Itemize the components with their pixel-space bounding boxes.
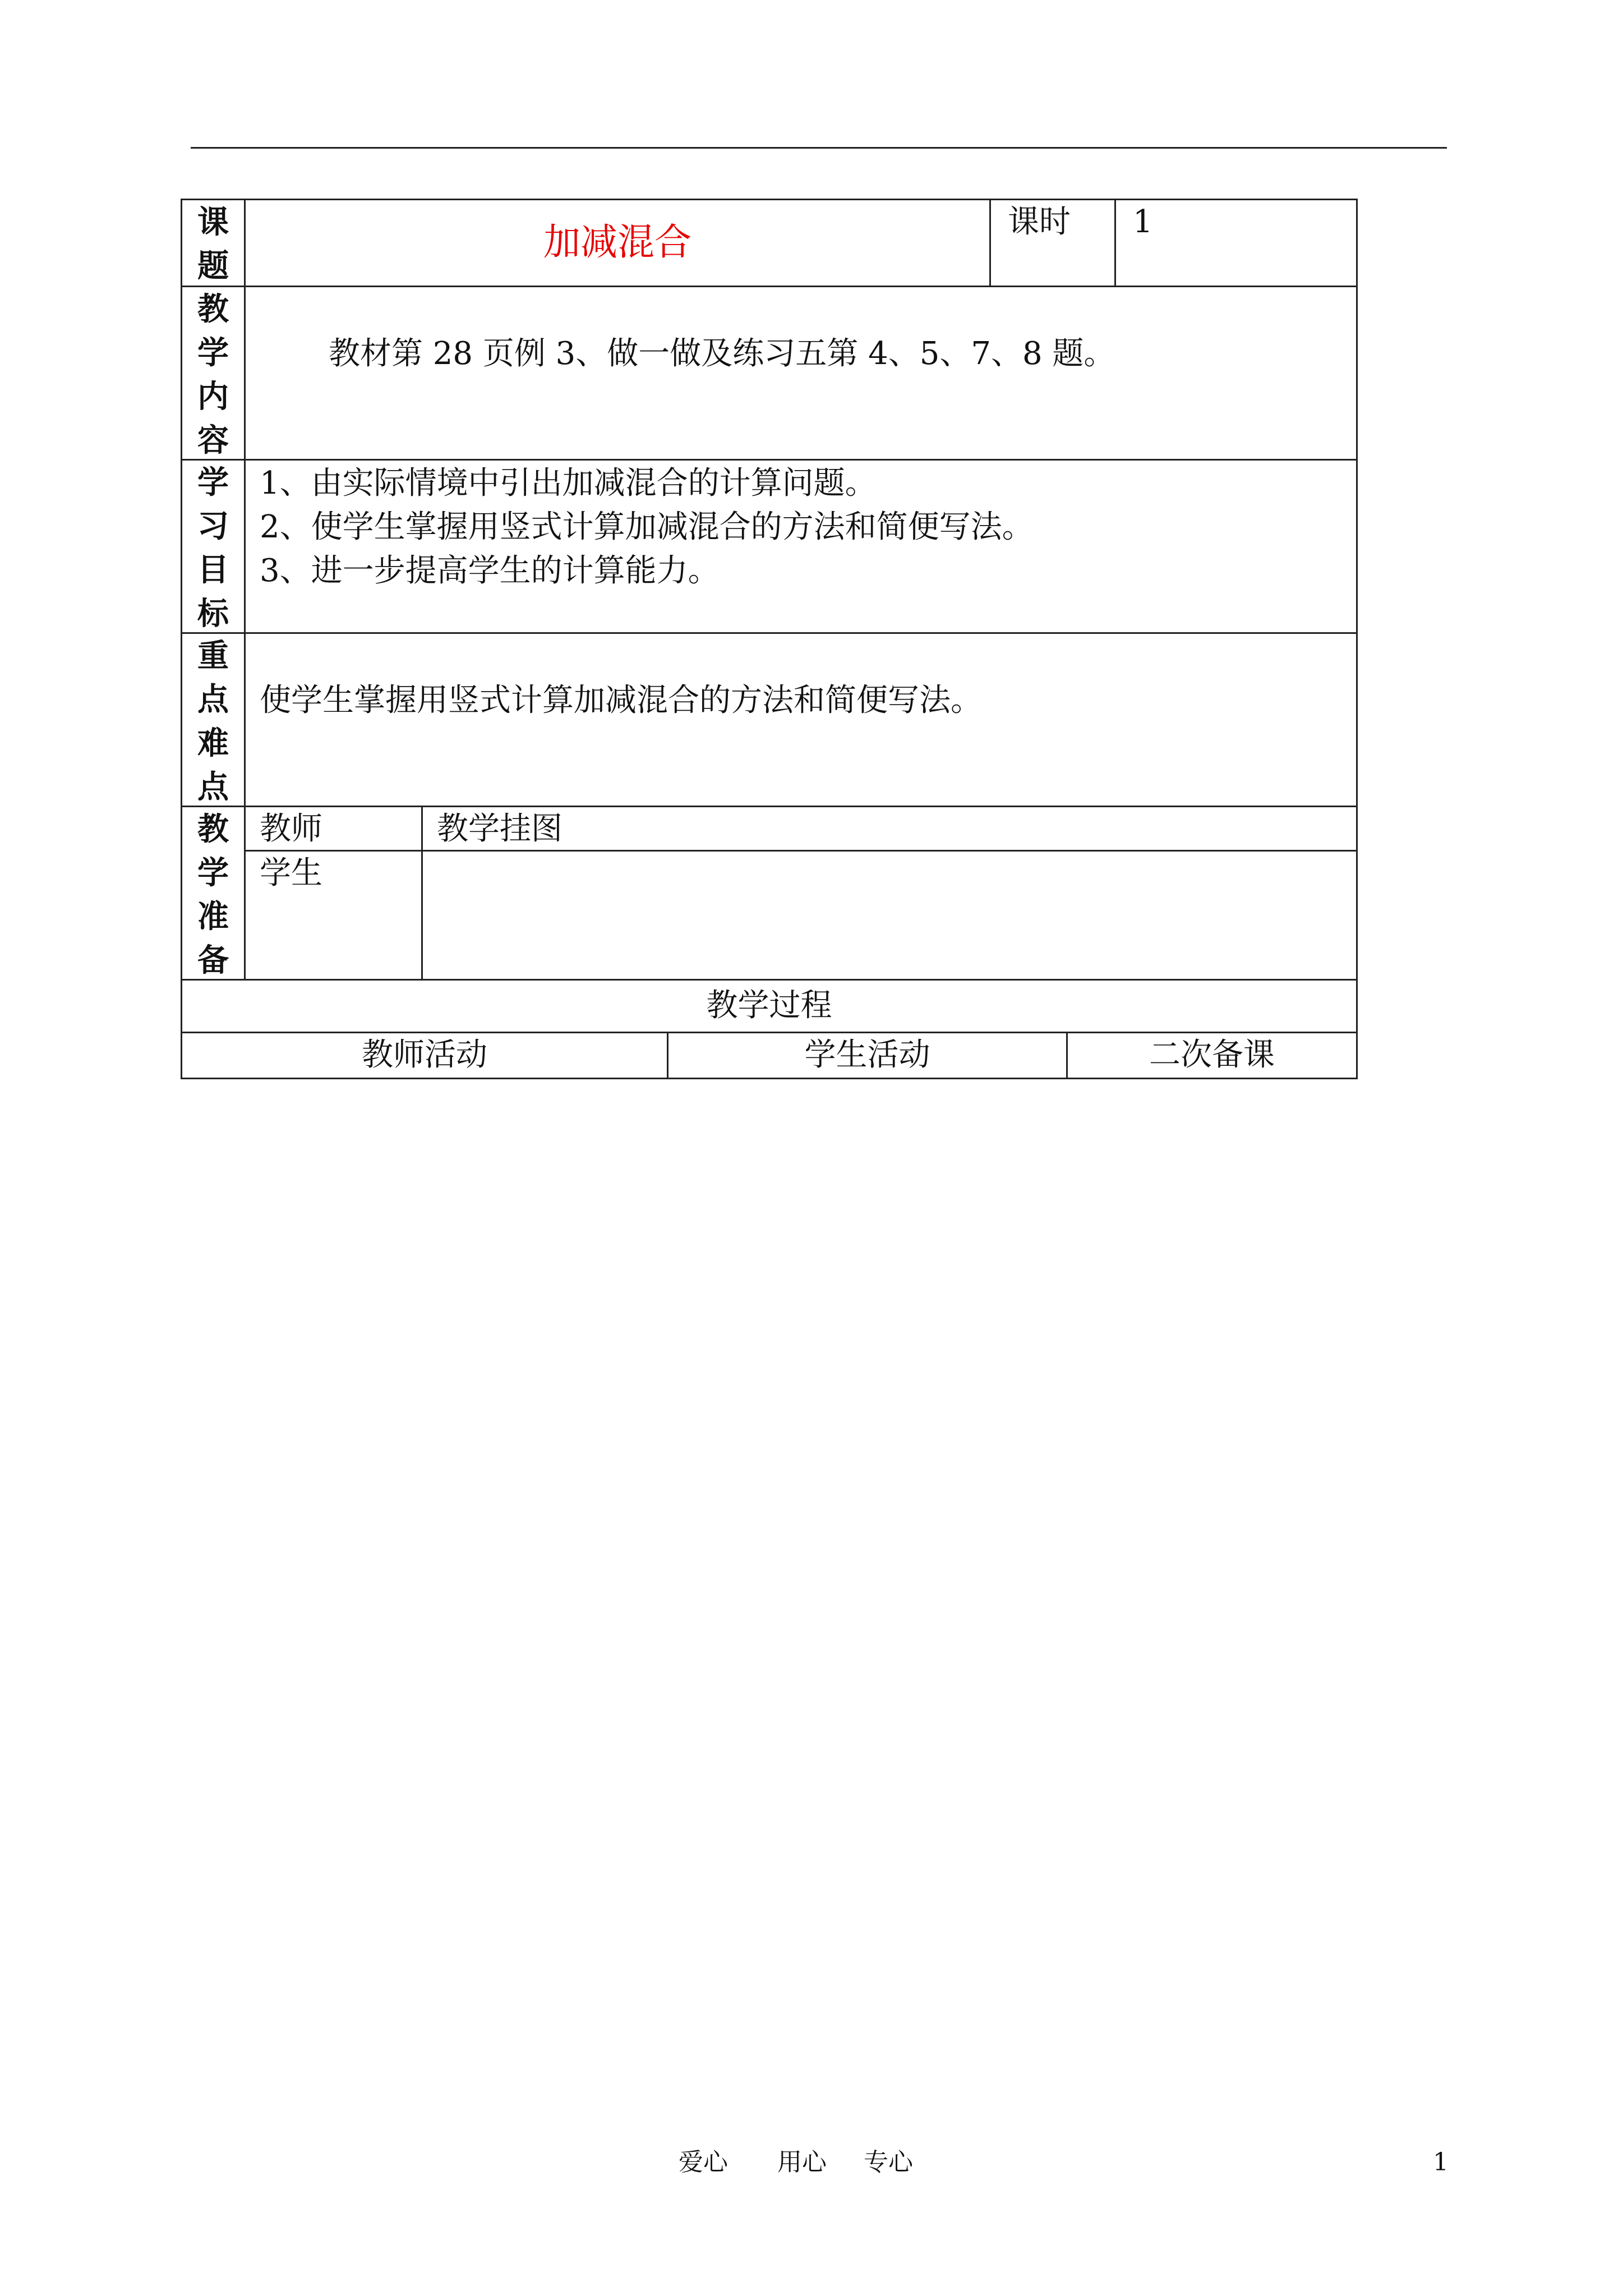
key-points-label-char: 难 bbox=[197, 725, 229, 762]
key-points-label bbox=[181, 632, 246, 807]
content-label-char: 学 bbox=[197, 334, 229, 371]
objective-item: 1、由实际情境中引出加减混合的计算问题。 bbox=[260, 465, 877, 501]
key-points-label-char: 重 bbox=[197, 637, 229, 674]
student-activity-header: 学生活动 bbox=[667, 1032, 1068, 1079]
objectives-label-char: 学 bbox=[197, 464, 229, 501]
key-points-text: 使学生掌握用竖式计算加减混合的方法和简便写法。 bbox=[244, 632, 1358, 807]
preparation-label bbox=[181, 806, 246, 981]
student-label: 学生 bbox=[244, 850, 423, 981]
secondary-prep-header: 二次备课 bbox=[1066, 1032, 1358, 1079]
header-rule bbox=[191, 147, 1447, 149]
footer-slogan-1: 爱心 bbox=[679, 2148, 728, 2177]
objectives-label-char: 目 bbox=[197, 551, 229, 588]
hours-label: 课时 bbox=[989, 199, 1116, 287]
teacher-value: 教学挂图 bbox=[421, 806, 1358, 852]
student-value bbox=[421, 850, 1358, 981]
content-label bbox=[181, 286, 246, 461]
process-heading: 教学过程 bbox=[181, 979, 1358, 1033]
objectives-list bbox=[244, 459, 1358, 634]
content-text: 教材第 28 页例 3、做一做及练习五第 4、5、7、8 题。 bbox=[244, 286, 1358, 461]
preparation-label-char: 准 bbox=[197, 898, 229, 935]
hours-value: 1 bbox=[1114, 199, 1358, 287]
objectives-label-char: 习 bbox=[197, 508, 229, 545]
objectives-label bbox=[181, 459, 246, 634]
footer-slogan-2: 用心 bbox=[777, 2148, 827, 2177]
objective-item: 3、进一步提高学生的计算能力。 bbox=[260, 553, 720, 589]
content-label-char: 容 bbox=[197, 422, 229, 459]
preparation-label-char: 学 bbox=[197, 854, 229, 891]
content-label-char: 教 bbox=[197, 291, 229, 328]
preparation-label-char: 备 bbox=[197, 942, 229, 979]
footer-slogan-3: 专心 bbox=[864, 2148, 913, 2177]
topic-label bbox=[181, 199, 246, 287]
topic-label-char: 题 bbox=[197, 247, 229, 284]
objective-item: 2、使学生掌握用竖式计算加减混合的方法和简便写法。 bbox=[260, 509, 1034, 545]
teacher-label: 教师 bbox=[244, 806, 423, 852]
key-points-label-char: 点 bbox=[197, 769, 229, 806]
objectives-label-char: 标 bbox=[197, 595, 229, 632]
preparation-label-char: 教 bbox=[197, 811, 229, 848]
content-label-char: 内 bbox=[197, 378, 229, 415]
key-points-label-char: 点 bbox=[197, 681, 229, 718]
page-number: 1 bbox=[1433, 2148, 1449, 2177]
teacher-activity-header: 教师活动 bbox=[181, 1032, 668, 1079]
lesson-title: 加减混合 bbox=[244, 199, 991, 287]
topic-label-char: 课 bbox=[197, 204, 229, 241]
